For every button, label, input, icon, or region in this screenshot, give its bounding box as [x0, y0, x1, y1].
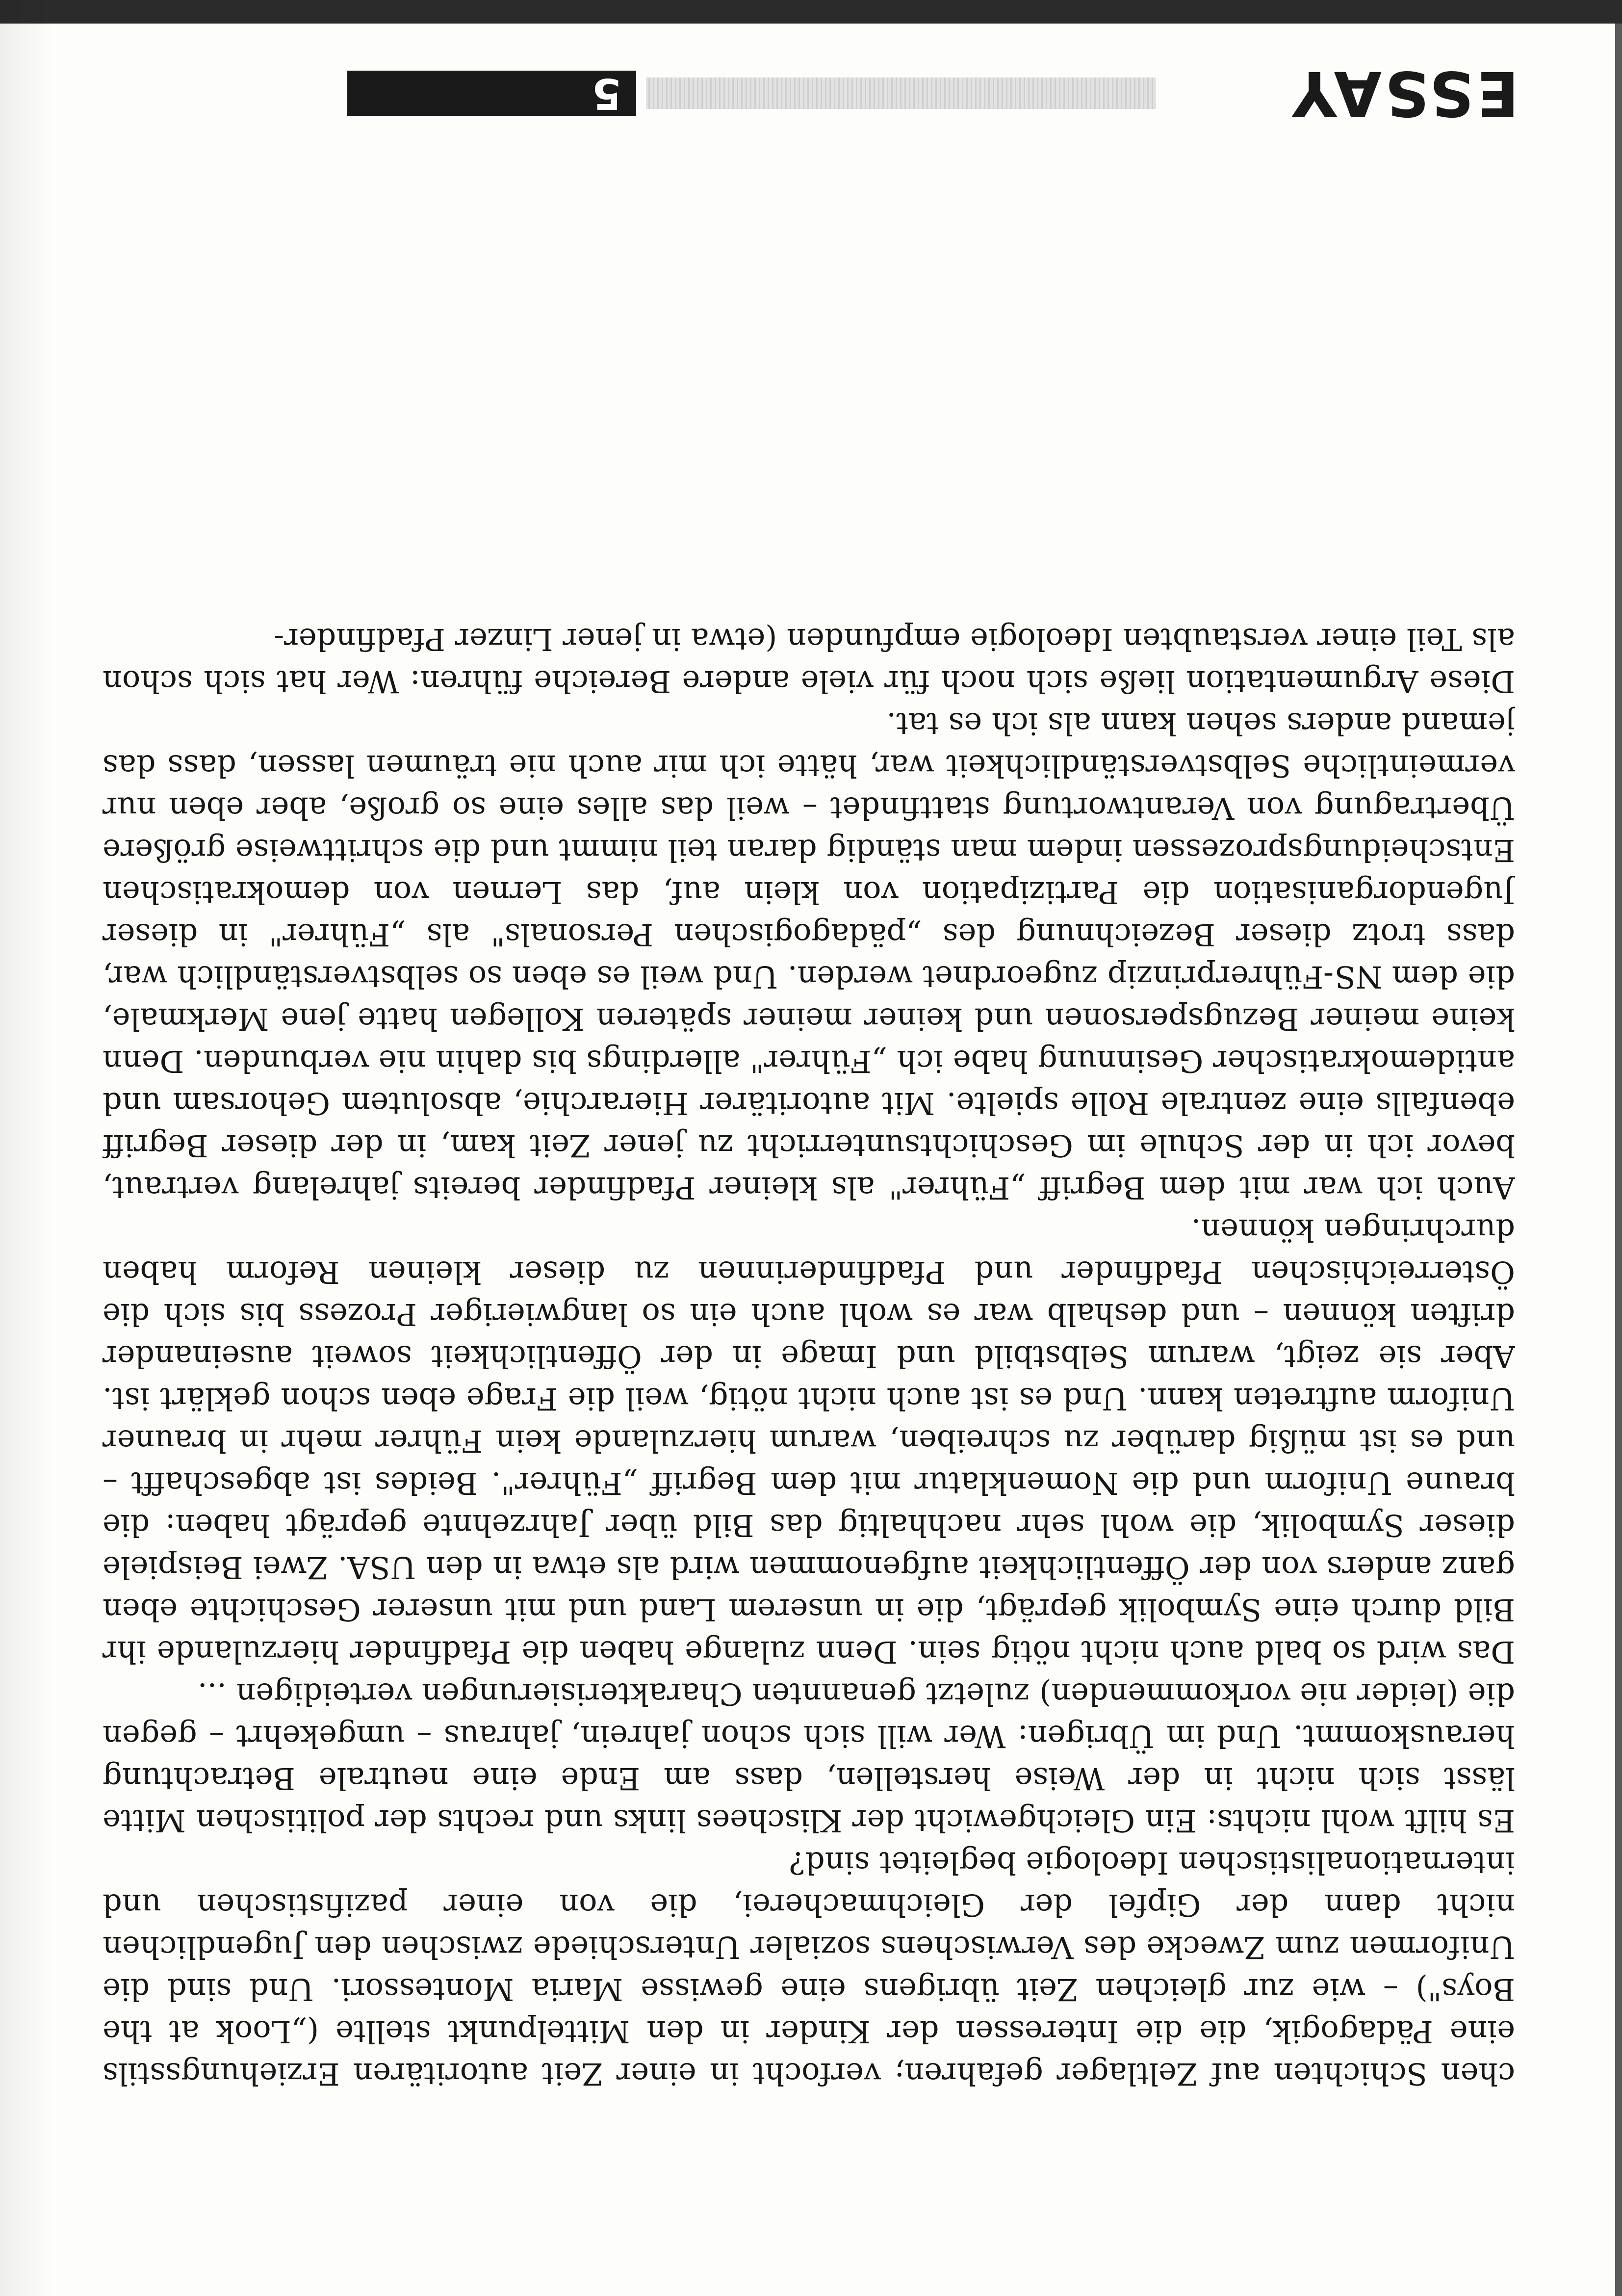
binding-shadow — [0, 0, 54, 2296]
essay-body — [103, 132, 1515, 2095]
page-number-box — [347, 71, 636, 116]
paragraph: Diese Argumentation ließe sich noch für viele andere Bereiche führen: Wer hat sich schon als Teil einer verstaubten Ideologie empfunden (etwa in jener Linzer Pfadfinder- — [103, 622, 1515, 700]
scan-edge-left — [1615, 0, 1622, 2296]
scan-edge-bottom — [0, 0, 1622, 24]
paragraph: chen Schichten auf Zeltlager gefahren; verfocht in einer Zeit autoritären Erziehungsstils eine Pädagogik, die die Interessen der Kinder in den Mittelpunkt stellte („Look at the Boys") – wie zur gleichen Zeit übrigens eine gewisse Maria Montessori. Und sind die Uniformen zum Zwecke des Verwischens sozialer Unterschiede zwischen den Jugendlichen nicht dann der Gipfel der Gleichmacherei, die von einer pazifistischen und internationalistischen Ideologie begleitet sind? — [103, 1845, 1515, 2092]
paragraph: Es hilft wohl nichts: Ein Gleichgewicht der Klischees links und rechts der politischen Mitte lässt sich nicht in der Weise herstellen, dass am Ende eine neutrale Betrachtung herauskommt. Und im Übrigen: Wer will sich schon jahrein, jahraus – umgekehrt – gegen die (leider nie vorkommenden) zuletzt genannten Charakterisierungen verteidigen ... — [103, 1676, 1515, 1839]
section-title: ESSAY — [1289, 57, 1519, 130]
page-header — [263, 57, 1519, 130]
header-rule-bar — [646, 78, 1156, 109]
paragraph: Das wird so bald auch nicht nötig sein. Denn zulange haben die Pfadfinder hierzulande ihr Bild durch eine Symbolik geprägt, die in unserem Land und mit unserer Geschichte eben ganz anders von der Öffentlichkeit aufgenommen wird als etwa in den USA. Zwei Beispiele dieser Symbolik, die wohl sehr nachhaltig das Bild über Jahrzehnte geprägt haben: die braune Uniform und die Nomenklatur mit dem Begriff „Führer". Beides ist abgeschafft – und es ist müßig darüber zu schreiben, warum hierzulande kein Führer mehr in brauner Uniform auftreten kann. Und es ist auch nicht nötig, weil die Frage eben schon geklärt ist. Aber sie zeigt, warum Selbstbild und Image in der Öffentlichkeit soweit auseinander driften können – und deshalb war es wohl auch ein so langwieriger Prozess bis sich die Österreichischen Pfadfinder und Pfadfinderinnen zu dieser kleinen Reform haben durchringen können. — [103, 1212, 1515, 1670]
page-number: 5 — [592, 69, 621, 118]
paragraph: Auch ich war mit dem Begriff „Führer" als kleiner Pfadfinder bereits jahrelang vertraut, bevor ich in der Schule im Geschichtsunterricht zu jener Zeit kam, in der dieser Begriff ebenfalls eine zentrale Rolle spielte. Mit autoritärer Hierarchie, absolutem Gehorsam und antidemokratischer Gesinnung habe ich „Führer" allerdings bis dahin nie verbunden. Denn keine meiner Bezugspersonen und keiner meiner späteren Kollegen hatte jene Merkmale, die dem NS-Führerprinzip zugeordnet werden. Und weil es eben so selbstverständlich war, dass trotz dieser Bezeichnung des „pädagogischen Personals" als „Führer" in dieser Jugendorganisation die Partizipation von klein auf, das Lernen von demokratischen Entscheidungsprozessen indem man ständig daran teil nimmt und die schrittweise größere Übertragung von Verantwortung stattfindet – weil das alles eine so große, aber eben nur vermeintliche Selbstverständlichkeit war, hätte ich mir auch nie träumen lassen, dass das jemand anders sehen kann als ich es tat. — [103, 706, 1515, 1206]
